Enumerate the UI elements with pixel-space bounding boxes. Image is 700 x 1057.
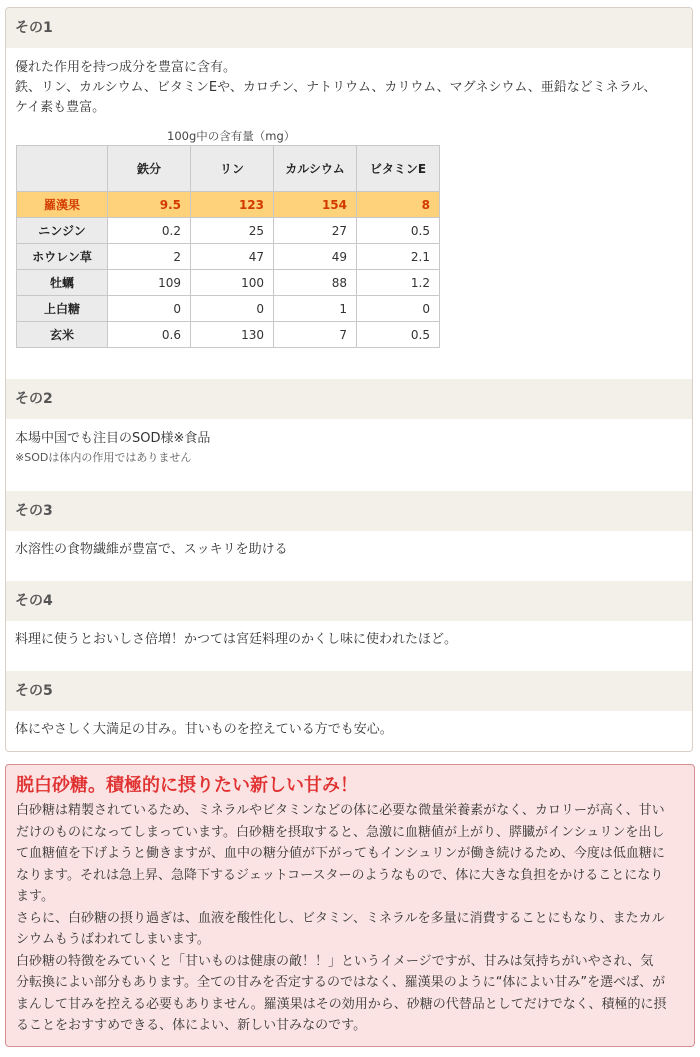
table-row <box>17 296 440 322</box>
cell-value: 100 <box>191 270 274 296</box>
cell-value: 0.5 <box>357 218 440 244</box>
table-caption: 100g中の含有量（mg） <box>167 129 296 143</box>
alert-line: だけのものになってしまっています。白砂糖を摂取すると、急激に血糖値が上がり、膵臓がインシュリンを出し <box>16 824 665 840</box>
alert-line: ます。 <box>16 889 54 904</box>
cell-value: 7 <box>274 322 357 348</box>
sugar-alert-box <box>5 764 695 1047</box>
table-corner <box>17 146 108 192</box>
cell-value: 47 <box>191 244 274 270</box>
section-header-4: その4 <box>6 581 692 621</box>
s4-text: 料理に使うとおいしさ倍増！かつては宮廷料理のかくし味に使われたほど。 <box>15 632 458 647</box>
alert-line: 白砂糖の特徴をみていくと「甘いものは健康の敵！！」というイメージですが、甘みは気持ちがいやされ、気 <box>16 953 654 969</box>
s2-text: 本場中国でも注目のSOD様※食品 <box>15 431 211 446</box>
cell-value: 1 <box>274 296 357 322</box>
section-body-3 <box>6 531 692 581</box>
cell-value: 154 <box>274 192 357 218</box>
table-row-rakanka <box>17 192 440 218</box>
section-body-2 <box>6 419 692 481</box>
cell-value: 0 <box>191 296 274 322</box>
alert-line: シウムもうばわれてしまいます。 <box>16 932 210 947</box>
row-name: 玄米 <box>17 322 108 348</box>
section-header-2: その2 <box>6 379 692 419</box>
cell-value: 2.1 <box>357 244 440 270</box>
cell-value: 27 <box>274 218 357 244</box>
alert-line: て血糖値を下げようと働きますが、血中の糖分値が下がってもインシュリンが働き続けるため、今度は低血糖に <box>16 846 665 861</box>
row-name: 羅漢果 <box>17 192 108 218</box>
cell-value: 2 <box>108 244 191 270</box>
cell-value: 49 <box>274 244 357 270</box>
table-row <box>17 244 440 270</box>
cell-value: 123 <box>191 192 274 218</box>
s1-line-2: 鉄、リン、カルシウム、ビタミンEや、カロチン、ナトリウム、カリウム、マグネシウム、亜鉛などミネラル、 <box>15 80 657 95</box>
benefits-card <box>5 7 693 752</box>
col-header-vitamin-e: ビタミンE <box>357 146 440 192</box>
nutrient-table <box>16 145 440 348</box>
cell-value: 0 <box>108 296 191 322</box>
cell-value: 109 <box>108 270 191 296</box>
cell-value: 25 <box>191 218 274 244</box>
cell-value: 0.6 <box>108 322 191 348</box>
table-row <box>17 218 440 244</box>
row-name: ホウレン草 <box>17 244 108 270</box>
alert-line: まんして甘みを控える必要もありません。羅漢果はその効用から、砂糖の代替品としてだけでなく、積極的に摂 <box>16 996 667 1012</box>
section-body-5 <box>6 711 692 752</box>
cell-value: 9.5 <box>108 192 191 218</box>
alert-line: 分転換によい部分もあります。全ての甘みを否定するのではなく、羅漢果のように“体によい甘み”を選べば、が <box>16 975 666 990</box>
s5-text: 体にやさしく大満足の甘み。甘いものを控えている方でも安心。 <box>15 722 393 737</box>
alert-title: 脱白砂糖。積極的に摂りたい新しい甘み！ <box>16 775 358 796</box>
alert-line: なります。それは急上昇、急降下するジェットコースターのようなもので、体に大きな負担をかけることになり <box>16 867 664 883</box>
cell-value: 8 <box>357 192 440 218</box>
cell-value: 0.5 <box>357 322 440 348</box>
s1-line-3: ケイ素も豊富。 <box>15 100 106 115</box>
col-header-calcium: カルシウム <box>274 146 357 192</box>
col-header-phosphorus: リン <box>191 146 274 192</box>
section-header-1: その1 <box>6 8 692 48</box>
alert-line: ることをおすすめできる、体によい、新しい甘みなのです。 <box>16 1018 367 1033</box>
cell-value: 1.2 <box>357 270 440 296</box>
s3-text: 水溶性の食物繊維が豊富で、スッキリを助ける <box>15 542 288 557</box>
col-header-iron: 鉄分 <box>108 146 191 192</box>
s1-line-1: 優れた作用を持つ成分を豊富に含有。 <box>15 60 237 75</box>
alert-line: さらに、白砂糖の摂り過ぎは、血液を酸性化し、ビタミン、ミネラルを多量に消費することにもなり、またカル <box>16 910 665 926</box>
cell-value: 130 <box>191 322 274 348</box>
alert-body <box>16 800 684 1037</box>
s2-note: ※SODは体内の作用ではありません <box>15 451 192 464</box>
alert-line: 白砂糖は精製されているため、ミネラルやビタミンなどの体に必要な微量栄養素がなく、カロリーが高く、甘い <box>16 803 665 818</box>
row-name: 上白糖 <box>17 296 108 322</box>
row-name: 牡蠣 <box>17 270 108 296</box>
row-name: ニンジン <box>17 218 108 244</box>
table-row <box>17 270 440 296</box>
section-header-3: その3 <box>6 491 692 531</box>
table-row <box>17 322 440 348</box>
cell-value: 0 <box>357 296 440 322</box>
cell-value: 0.2 <box>108 218 191 244</box>
section-header-5: その5 <box>6 671 692 711</box>
section-body-4 <box>6 621 692 671</box>
cell-value: 88 <box>274 270 357 296</box>
section-body-1 <box>6 48 692 379</box>
